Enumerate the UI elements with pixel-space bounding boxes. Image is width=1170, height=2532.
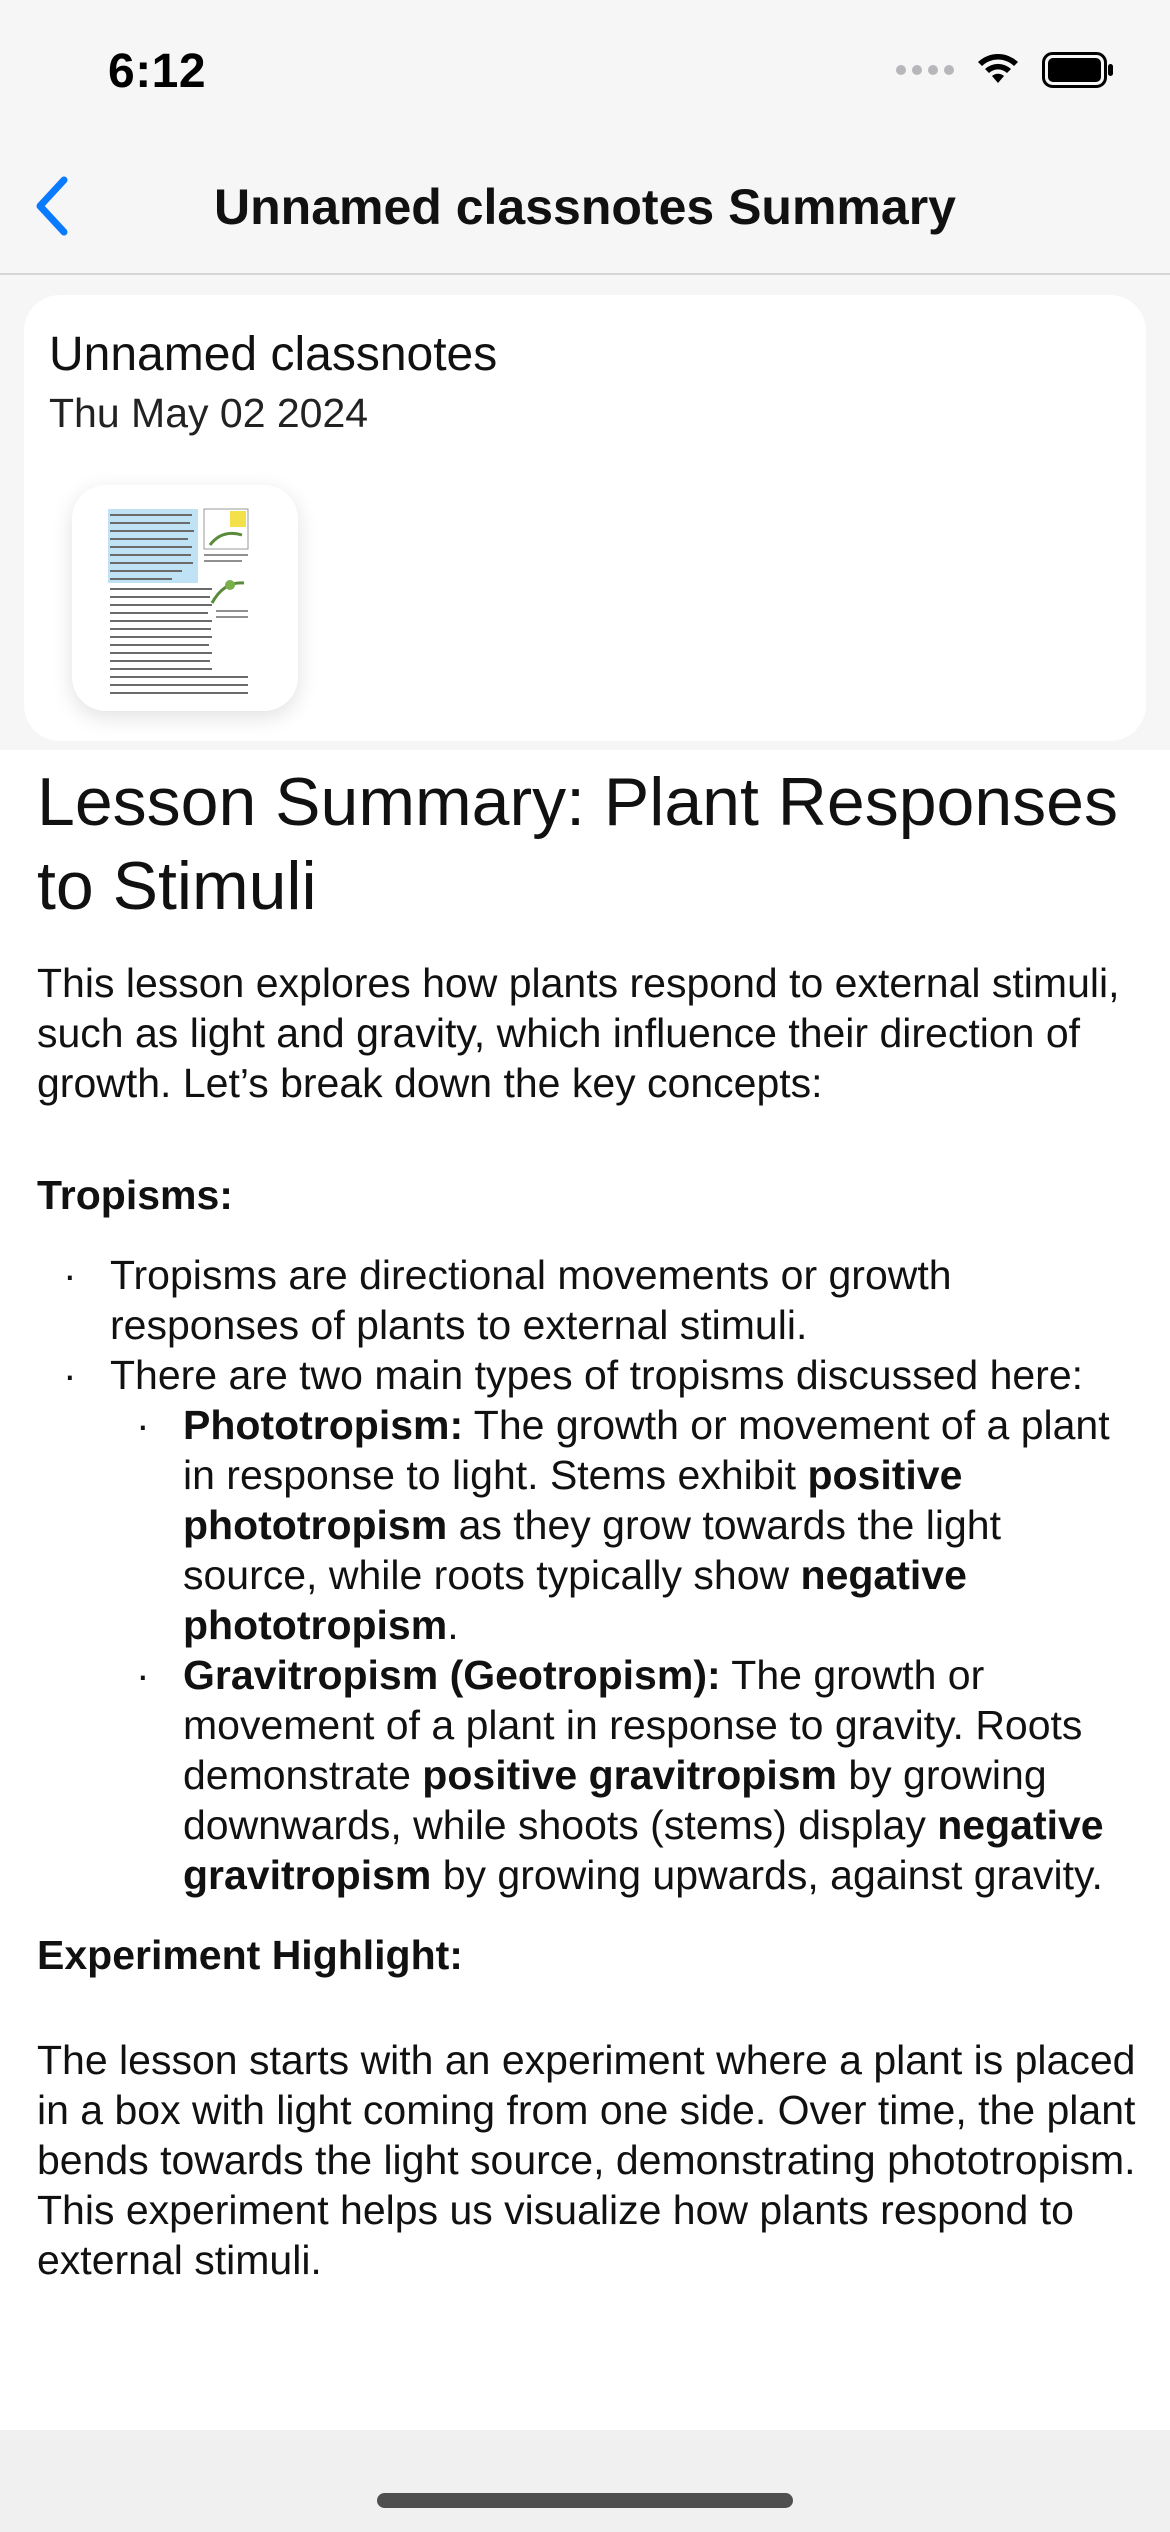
phototropism-text: . [447, 1602, 459, 1648]
home-indicator-area [0, 2430, 1170, 2532]
lesson-title: Lesson Summary: Plant Responses to Stimuli [37, 764, 1118, 924]
experiment-paragraph: The lesson starts with an experiment where a plant is placed in a box with light coming from one side. Over time, the plant bends towards the light source, demonstrating phototropism. This experiment helps us visualize how plants respond to external stimuli. [37, 2037, 1136, 2283]
intro-paragraph: This lesson explores how plants respond to external stimuli, such as light and gravity, which influence their direction of growth. Let’s break down the key concepts: [37, 960, 1120, 1106]
battery-icon [1042, 52, 1114, 88]
list-item-phototropism [110, 1400, 1137, 1650]
phototropism-text: The growth or movement of a plant in response to light. Stems exhibit [183, 1402, 1110, 1498]
status-icons [896, 52, 1114, 88]
wifi-icon [976, 53, 1020, 87]
gravitropism-label: Gravitropism (Geotropism): [183, 1652, 721, 1698]
list-item [37, 1250, 1137, 1350]
note-date: Thu May 02 2024 [49, 390, 369, 436]
bullet-text: Tropisms are directional movements or growth responses of plants to external stimuli. [110, 1252, 952, 1348]
status-bar [0, 0, 1170, 150]
note-card [24, 295, 1146, 741]
gravitropism-text: by growing downwards, while shoots (stems) display [183, 1752, 1047, 1848]
note-title: Unnamed classnotes [49, 328, 498, 381]
document-thumbnail[interactable] [72, 485, 298, 711]
navigation-bar [0, 150, 1170, 275]
home-indicator[interactable] [377, 2493, 793, 2508]
positive-phototropism-term: positive phototropism [183, 1452, 963, 1548]
tropisms-heading: Tropisms: [37, 1172, 233, 1218]
gravitropism-text: by growing upwards, against gravity. [431, 1852, 1103, 1898]
status-time: 6:12 [108, 45, 207, 98]
nav-title: Unnamed classnotes Summary [214, 179, 956, 235]
positive-gravitropism-term: positive gravitropism [422, 1752, 837, 1798]
phototropism-text: as they grow towards the light source, while roots typically show [183, 1502, 1001, 1598]
bullet-text: There are two main types of tropisms discussed here: [110, 1352, 1084, 1398]
gravitropism-text: The growth or movement of a plant in response to gravity. Roots demonstrate [183, 1652, 1083, 1798]
tropisms-list [37, 1250, 1137, 1900]
summary-document [0, 750, 1170, 2430]
negative-phototropism-term: negative phototropism [183, 1552, 967, 1648]
phototropism-label: Phototropism: [183, 1402, 464, 1448]
list-item-gravitropism [110, 1650, 1137, 1900]
negative-gravitropism-term: negative gravitropism [183, 1802, 1104, 1898]
document-page-thumbnail-icon [72, 485, 298, 711]
list-item [37, 1350, 1137, 1900]
content-area [0, 275, 1170, 2430]
tropism-types-list [110, 1400, 1137, 1900]
cellular-signal-icon [896, 65, 954, 75]
experiment-heading: Experiment Highlight: [37, 1932, 463, 1978]
